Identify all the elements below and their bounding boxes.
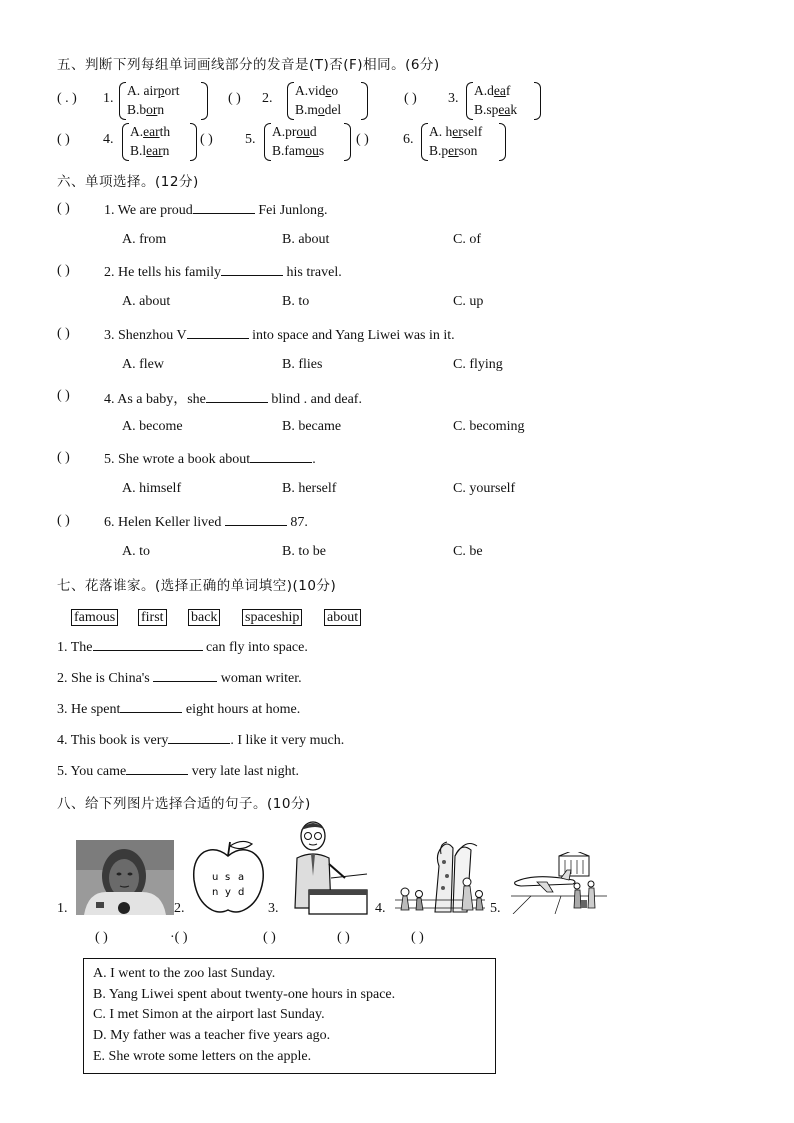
- question-stem: [104, 263, 342, 281]
- item-number: 1.: [103, 91, 114, 106]
- section-8-title: 八、给下列图片选择合适的句子。(10分): [57, 796, 311, 812]
- answer-paren-6-4[interactable]: ( ): [57, 388, 70, 403]
- word-part: B.fam: [272, 143, 306, 158]
- word-a: [272, 122, 324, 141]
- pic-number-1: 1.: [57, 901, 68, 916]
- answer-paren-6-1[interactable]: ( ): [57, 201, 70, 216]
- fill-blank[interactable]: [225, 513, 287, 526]
- underlined-letters: ea: [498, 102, 511, 117]
- option-b[interactable]: B. became: [282, 419, 342, 434]
- sentence-text: 5. You came: [57, 764, 127, 779]
- word-pair: [295, 81, 341, 119]
- stem-text: 2. He tells his family: [104, 265, 222, 280]
- stem-text: .: [312, 452, 316, 467]
- right-brace: [499, 123, 506, 161]
- word-part: o: [331, 83, 339, 98]
- stem-text: Fei Junlong.: [254, 203, 328, 218]
- item-number: 4.: [103, 132, 114, 147]
- stem-text: 3. Shenzhou V: [104, 328, 187, 343]
- word-part: k: [510, 102, 518, 117]
- word-bank-item: first: [138, 609, 167, 626]
- word-part: n: [157, 102, 165, 117]
- underlined-letters: ou: [296, 124, 310, 139]
- section-7-title: 七、花落谁家。(选择正确的单词填空)(10分): [57, 578, 337, 594]
- word-a: [130, 122, 170, 141]
- fill-sentence: [57, 669, 302, 687]
- fill-sentence: [57, 731, 344, 749]
- airport-picture: [511, 852, 607, 914]
- underlined-letters: ear: [143, 124, 160, 139]
- word-part: B.b: [127, 102, 147, 117]
- word-a: [429, 122, 482, 141]
- fill-blank[interactable]: [206, 390, 268, 403]
- stem-text: 87.: [286, 515, 308, 530]
- sentence-text: 2. She is China's: [57, 671, 154, 686]
- word-part: del: [324, 102, 342, 117]
- word-a: [127, 81, 180, 100]
- word-pair: [127, 81, 180, 119]
- answer-paren-5-6[interactable]: ( ): [356, 132, 369, 147]
- stem-text: blind . and deaf.: [267, 392, 362, 407]
- answer-blank-2[interactable]: ·( ): [170, 930, 188, 945]
- question-stem: [104, 450, 316, 468]
- stem-text: 1. We are proud: [104, 203, 193, 218]
- word-b: [295, 100, 341, 119]
- section-5-title: 五、判断下列每组单词画线部分的发音是(T)否(F)相同。(6分): [57, 57, 440, 73]
- sentence-text: 4. This book is very: [57, 733, 169, 748]
- fill-sentence: [57, 700, 300, 718]
- sentence-text: can fly into space.: [202, 640, 308, 655]
- section-6-title: 六、单项选择。(12分): [57, 174, 199, 190]
- fill-blank[interactable]: [93, 638, 203, 651]
- teacher-picture: [287, 818, 369, 918]
- sentence-option-c: C. I met Simon at the airport last Sunday.: [93, 1007, 325, 1022]
- item-number: 3.: [448, 91, 459, 106]
- sentence-option-a: A. I went to the zoo last Sunday.: [93, 966, 276, 981]
- word-b: [272, 141, 324, 160]
- fill-blank[interactable]: [221, 263, 283, 276]
- question-stem: [104, 326, 455, 344]
- option-a[interactable]: A. to: [122, 544, 150, 559]
- right-brace: [190, 123, 197, 161]
- sentence-option-d: D. My father was a teacher five years ago.: [93, 1028, 331, 1043]
- option-c[interactable]: C. be: [453, 544, 483, 559]
- fill-blank[interactable]: [187, 326, 249, 339]
- word-part: A. air: [127, 83, 158, 98]
- fill-blank[interactable]: [126, 762, 188, 775]
- apple-picture: [190, 838, 268, 918]
- option-b[interactable]: B. flies: [282, 357, 323, 372]
- item-number: 5.: [245, 132, 256, 147]
- astronaut-photo: [76, 840, 174, 915]
- fill-blank[interactable]: [120, 700, 182, 713]
- pic-number-4: 4.: [375, 901, 386, 916]
- apple-letter: a: [238, 872, 245, 883]
- left-brace: [119, 82, 126, 120]
- fill-blank[interactable]: [193, 201, 255, 214]
- word-pair: [130, 122, 170, 160]
- underlined-letters: ea: [493, 83, 506, 98]
- word-bank-item: about: [324, 609, 361, 626]
- word-part: A.: [130, 124, 144, 139]
- word-bank-item: famous: [71, 609, 118, 626]
- item-number: 6.: [403, 132, 414, 147]
- word-pair: [474, 81, 517, 119]
- question-stem: [104, 513, 308, 531]
- sentence-option-e: E. She wrote some letters on the apple.: [93, 1049, 312, 1064]
- option-a[interactable]: A. flew: [122, 357, 164, 372]
- word-part: or: [164, 83, 176, 98]
- answer-paren-5-3[interactable]: ( ): [404, 91, 417, 106]
- word-bank-item: spaceship: [242, 609, 302, 626]
- apple-letter: s: [225, 872, 231, 883]
- word-part: B.l: [130, 143, 147, 158]
- word-part: A.vid: [295, 83, 326, 98]
- sentence-text: very late last night.: [188, 764, 300, 779]
- word-part: A. h: [429, 124, 453, 139]
- left-brace: [122, 123, 129, 161]
- underlined-letters: o: [317, 102, 325, 117]
- sentence-option-b: B. Yang Liwei spent about twenty-one hours in space.: [93, 987, 396, 1002]
- answer-paren-5-4[interactable]: ( ): [57, 132, 70, 147]
- stem-text: 5. She wrote a book about: [104, 452, 251, 467]
- answer-blank-1[interactable]: ( ): [95, 930, 108, 945]
- word-part: son: [458, 143, 478, 158]
- right-brace: [201, 82, 208, 120]
- question-stem: [104, 201, 328, 219]
- left-brace: [466, 82, 473, 120]
- apple-letter: d: [238, 887, 245, 898]
- sentence-text: 1. The: [57, 640, 93, 655]
- underlined-letters: er: [452, 124, 463, 139]
- fill-blank[interactable]: [250, 450, 312, 463]
- option-b[interactable]: B. to be: [282, 544, 326, 559]
- word-part: s: [318, 143, 325, 158]
- answer-paren-6-2[interactable]: ( ): [57, 263, 70, 278]
- pic-number-2: 2.: [174, 901, 185, 916]
- answer-blank-5[interactable]: ( ): [411, 930, 424, 945]
- option-c[interactable]: C. yourself: [453, 481, 516, 496]
- word-pair: [429, 122, 482, 160]
- zoo-picture: [395, 836, 485, 916]
- option-b[interactable]: B. about: [282, 232, 330, 247]
- stem-text: 4. As a baby，she: [104, 392, 206, 407]
- fill-blank[interactable]: [168, 731, 230, 744]
- apple-letter: n: [212, 887, 219, 898]
- underlined-letters: ear: [146, 143, 163, 158]
- underlined-letters: or: [146, 102, 158, 117]
- fill-blank[interactable]: [153, 669, 217, 682]
- word-part: B.m: [295, 102, 318, 117]
- stem-text: 6. Helen Keller lived: [104, 515, 225, 530]
- word-a: [295, 81, 341, 100]
- option-b[interactable]: B. herself: [282, 481, 337, 496]
- fill-sentence: [57, 762, 299, 780]
- fill-sentence: [57, 638, 308, 656]
- question-stem: [104, 388, 362, 408]
- word-b: [429, 141, 482, 160]
- sentence-text: eight hours at home.: [182, 702, 301, 717]
- word-part: th: [159, 124, 171, 139]
- word-part: A.pr: [272, 124, 297, 139]
- word-pair: [272, 122, 324, 160]
- answer-blank-3[interactable]: ( ): [263, 930, 276, 945]
- word-b: [130, 141, 170, 160]
- word-b: [127, 100, 180, 119]
- option-c[interactable]: C. becoming: [453, 419, 525, 434]
- right-brace: [344, 123, 351, 161]
- option-a[interactable]: A. from: [122, 232, 167, 247]
- answer-paren-6-3[interactable]: ( ): [57, 326, 70, 341]
- word-part: d: [309, 124, 317, 139]
- word-part: n: [162, 143, 170, 158]
- word-part: t: [175, 83, 180, 98]
- word-part: self: [462, 124, 483, 139]
- option-c[interactable]: C. flying: [453, 357, 503, 372]
- word-bank-item: back: [188, 609, 220, 626]
- right-brace: [361, 82, 368, 120]
- sentence-text: . I like it very much.: [230, 733, 345, 748]
- right-brace: [534, 82, 541, 120]
- word-b: [474, 100, 517, 119]
- word-part: B.p: [429, 143, 449, 158]
- underlined-letters: p: [157, 83, 165, 98]
- option-c[interactable]: C. up: [453, 294, 484, 309]
- stem-text: his travel.: [283, 265, 342, 280]
- underlined-letters: e: [325, 83, 332, 98]
- word-part: B.sp: [474, 102, 499, 117]
- option-b[interactable]: B. to: [282, 294, 310, 309]
- left-brace: [421, 123, 428, 161]
- underlined-letters: er: [448, 143, 459, 158]
- option-a[interactable]: A. become: [122, 419, 183, 434]
- answer-paren-5-1[interactable]: ( . ): [57, 91, 77, 106]
- word-part: f: [505, 83, 511, 98]
- left-brace: [287, 82, 294, 120]
- pic-number-5: 5.: [490, 901, 501, 916]
- option-a[interactable]: A. himself: [122, 481, 182, 496]
- answer-paren-5-5[interactable]: ( ): [200, 132, 213, 147]
- answer-blank-4[interactable]: ( ): [337, 930, 350, 945]
- underlined-letters: ou: [305, 143, 319, 158]
- left-brace: [264, 123, 271, 161]
- apple-letter: u: [212, 872, 219, 883]
- sentence-text: woman writer.: [217, 671, 302, 686]
- option-a[interactable]: A. about: [122, 294, 171, 309]
- apple-letter: y: [225, 887, 231, 898]
- sentence-text: 3. He spent: [57, 702, 121, 717]
- word-a: [474, 81, 517, 100]
- stem-text: into space and Yang Liwei was in it.: [248, 328, 455, 343]
- option-c[interactable]: C. of: [453, 232, 481, 247]
- sentence-options-box: [83, 958, 496, 1074]
- pic-number-3: 3.: [268, 901, 279, 916]
- word-part: A.d: [474, 83, 494, 98]
- answer-paren-6-6[interactable]: ( ): [57, 513, 70, 528]
- item-number: 2.: [262, 91, 273, 106]
- answer-paren-5-2[interactable]: ( ): [228, 91, 241, 106]
- answer-paren-6-5[interactable]: ( ): [57, 450, 70, 465]
